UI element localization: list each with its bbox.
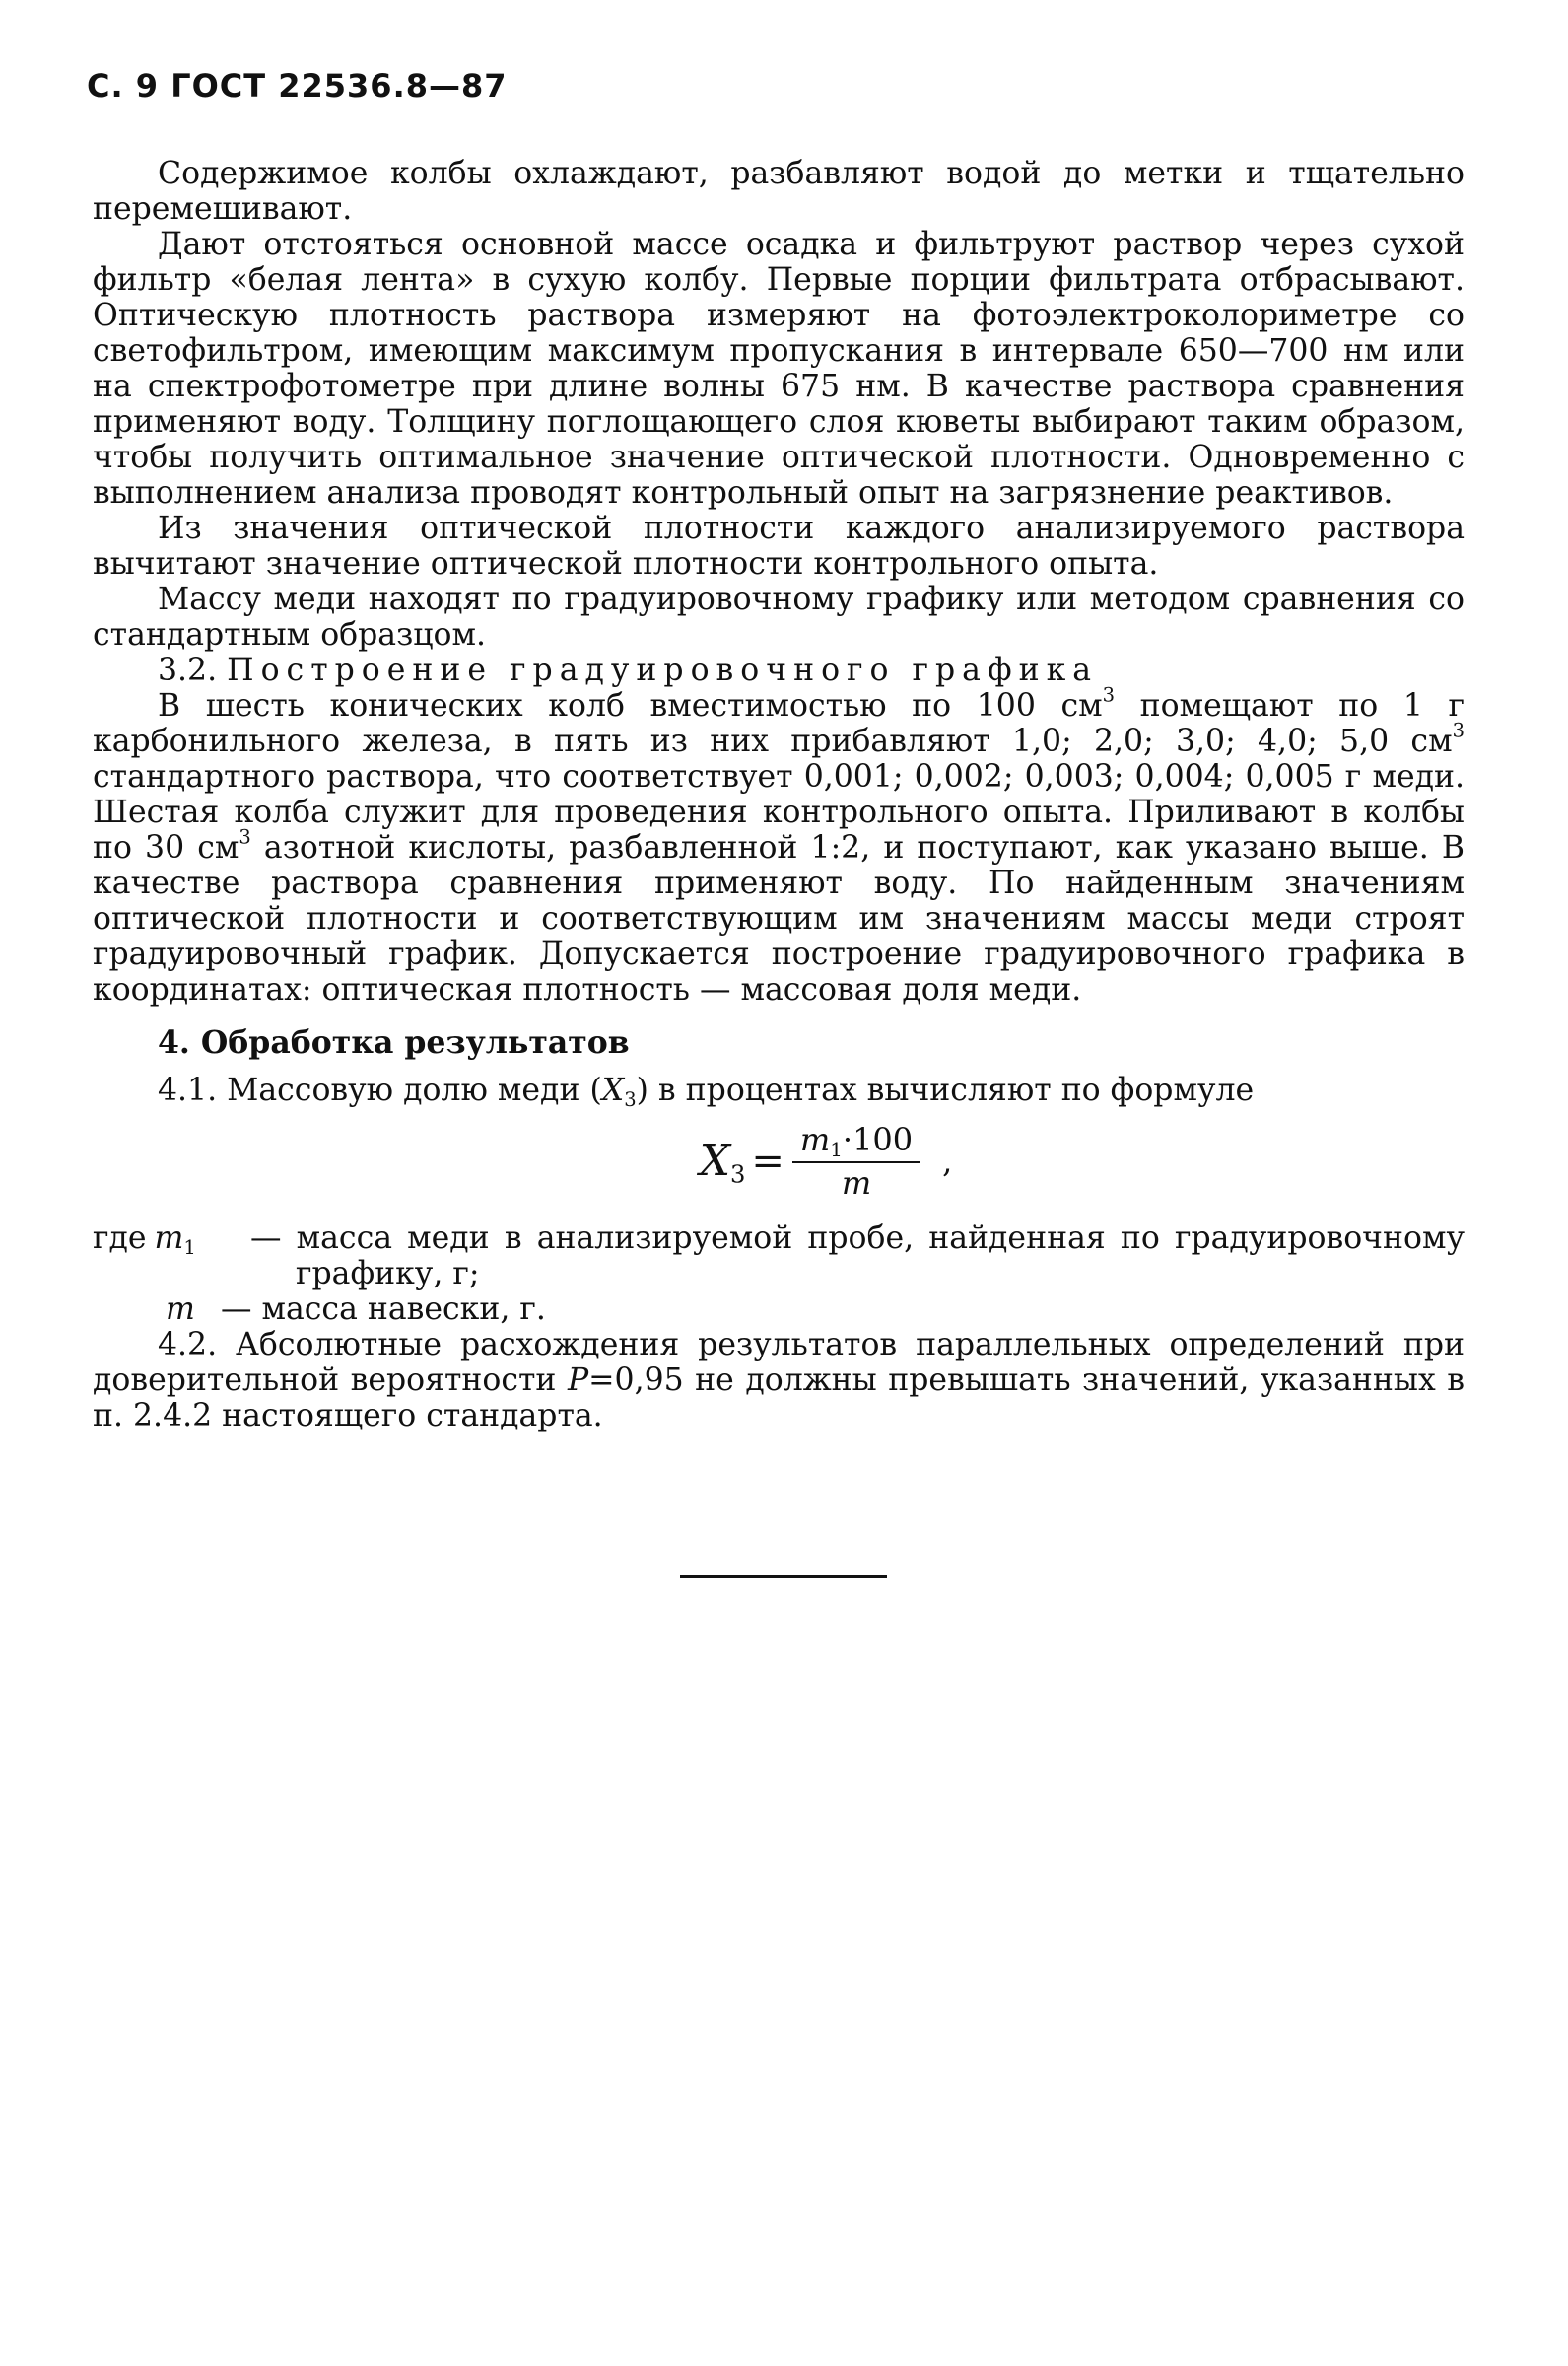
paragraph-subtract: Из значения оптической плотности каждого анализируемого раствора вычитают значение оптической плотности контрольного опыта. (93, 511, 1465, 582)
formula-fraction (792, 1122, 920, 1201)
page-header: С. 9 ГОСТ 22536.8—87 (87, 67, 508, 104)
where-text-m1: — масса меди в анализируемой пробе, найденная по градуировочному графику, г; (250, 1220, 1465, 1291)
where-label-2 (93, 1291, 221, 1327)
section-3-2-title: Построение градуировочного графика (227, 653, 1099, 688)
paragraph-copper-mass: Массу меди находят по градуировочному графику или методом сравнения со стандартным образцом. (93, 582, 1465, 653)
paragraph-filtering: Дают отстояться основной массе осадка и фильтруют раствор через сухой фильтр «белая лента» в сухую колбу. Первые порции фильтрата отбрасывают. Оптическую плотность раствора измеряют на фотоэлектроколориметре со светофильтром, имеющим максимум пропускания в интервале 650—700 нм или на спектрофотометре при длине волны 675 нм. В качестве раствора сравнения применяют воду. Толщину поглощающего слоя кюветы выбирают таким образом, чтобы получить оптимальное значение оптической плотности. Одновременно с выполнением анализа проводят контрольный опыт на загрязнение реактивов. (93, 227, 1465, 511)
section-3-2-text-3: стандартного раствора, что соответствует 0,001; 0,002; 0,003; 0,004; 0,005 г меди. Шестая колба служит для проведения контрольного опыта. Приливают в колбы по 30 см (93, 759, 1465, 866)
section-3-2-text-1: В шесть конических колб вместимостью по 100 см (158, 688, 1103, 724)
formula-numerator (792, 1122, 920, 1163)
formula-denominator: m (841, 1164, 872, 1202)
formula (187, 1112, 1465, 1211)
section-4-heading: 4. Обработка результатов (158, 1024, 630, 1061)
formula-num-var: m (799, 1121, 831, 1158)
formula-num-rest: ·100 (842, 1121, 914, 1158)
formula-num-subscript: 1 (830, 1138, 843, 1161)
section-3-2-text-2: помещают по 1 г карбонильного железа, в пять из них прибавляют 1,0; 2,0; 3,0; 4,0; 5,0 см (93, 688, 1465, 759)
var-x-subscript: 3 (624, 1087, 637, 1111)
cm3-superscript: 3 (1102, 683, 1116, 707)
cm3-superscript: 3 (1452, 719, 1465, 742)
var-p: P (567, 1362, 589, 1398)
cm3-superscript: 3 (239, 825, 251, 849)
where-var-m: m (154, 1220, 184, 1256)
section-3-2-paragraph (93, 683, 1465, 1008)
section-3-2-number: 3.2. (158, 653, 218, 688)
formula-equals: = (751, 1139, 784, 1184)
formula-lhs-var: X (699, 1136, 731, 1186)
section-4-1-paragraph (93, 1073, 1465, 1111)
paragraph-cooling: Содержимое колбы охлаждают, разбавляют водой до метки и тщательно перемешивают. (93, 156, 1465, 227)
formula-comma: , (942, 1143, 953, 1180)
where-label (93, 1220, 250, 1291)
where-text-m: — масса навески, г. (221, 1291, 546, 1327)
var-x: X (601, 1073, 625, 1108)
where-item-m (93, 1291, 1465, 1327)
section-4-1-text-a: 4.1. Массовую долю меди ( (158, 1073, 602, 1108)
section-3-2-text-4: азотной кислоты, разбавленной 1:2, и поступают, как указано выше. В качестве раствора сравнения применяют воду. По найденным значениям оптической плотности и соответствующим им значениям массы меди строят градуировочный график. Допускается построение градуировочного графика в координатах: оптическая плотность — массовая доля меди. (93, 830, 1465, 1008)
formula-lhs (699, 1136, 746, 1189)
where-word: где (93, 1220, 147, 1256)
where-var-m2: m (166, 1291, 195, 1327)
section-4-1-text-b: ) в процентах вычисляют по формуле (636, 1073, 1255, 1108)
section-4-2-text-a: 4.2. Абсолютные расхождения результатов параллельных определений при доверительной вероятности (93, 1327, 1465, 1398)
formula-lhs-subscript: 3 (730, 1160, 746, 1189)
document-body (93, 156, 1465, 1433)
section-4-2-text-b: =0,95 не должны превышать значений, указанных в п. 2.4.2 настоящего стандарта. (93, 1362, 1465, 1433)
section-3-2-title-line (93, 653, 1465, 688)
section-4-2-paragraph (93, 1327, 1465, 1433)
end-rule-divider (680, 1575, 887, 1578)
where-var-m-subscript: 1 (183, 1235, 196, 1259)
where-item-m1 (93, 1220, 1465, 1291)
